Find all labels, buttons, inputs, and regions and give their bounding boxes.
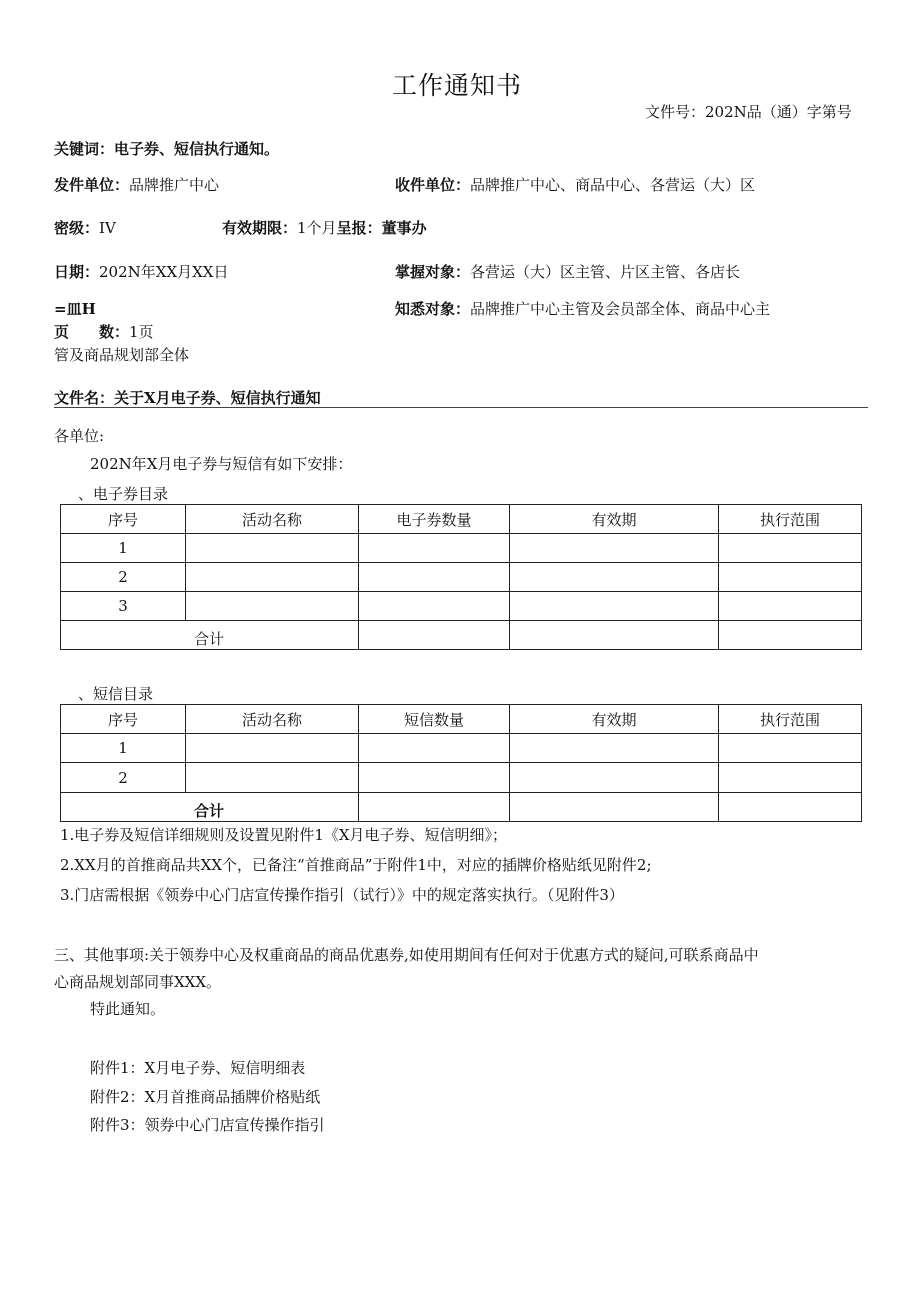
report-label: 呈报： — [336, 219, 382, 237]
notify-label: 知悉对象： — [395, 300, 471, 318]
header-cell: 执行范围 — [719, 505, 862, 534]
date-label: 日期： — [54, 263, 100, 281]
header-cell: 序号 — [61, 505, 186, 534]
table-cell — [510, 592, 719, 621]
date-line — [54, 261, 229, 282]
attachment-3: 附件3：领券中心门店宣传操作指引 — [90, 1116, 325, 1134]
grasp-value: 各营运（大）区主管、片区主管、各店长 — [470, 263, 741, 281]
sms-table — [60, 704, 862, 822]
file-name-line — [54, 387, 321, 408]
other-matters-line2: 心商品规划部同事XXX。 — [54, 973, 222, 991]
other-matters-line1: 三、其他事项:关于领券中心及权重商品的商品优惠券,如使用期间有任何对于优惠方式的疑问,可联系商品中 — [54, 946, 759, 964]
table-cell — [510, 563, 719, 592]
table-row — [61, 592, 862, 621]
pages-value: 1页 — [129, 323, 154, 341]
secret-label: 密级： — [54, 219, 100, 237]
table-cell — [359, 592, 510, 621]
hereby-notice: 特此通知。 — [90, 1000, 166, 1018]
header-cell: 有效期 — [510, 505, 719, 534]
secret-value: IV — [99, 219, 116, 237]
table-cell — [510, 534, 719, 563]
coupon-table — [60, 504, 862, 650]
note-2: 2.XX月的首推商品共XX个，已备注“首推商品”于附件1中，对应的插牌价格贴纸见附件2; — [60, 856, 652, 874]
table-cell — [719, 763, 862, 793]
receiver-value: 品牌推广中心、商品中心、各营运（大）区 — [470, 176, 756, 194]
table-cell — [359, 734, 510, 763]
table-row — [61, 734, 862, 763]
header-cell: 执行范围 — [719, 705, 862, 734]
validity-label: 有效期限： — [222, 219, 298, 237]
table-cell — [719, 534, 862, 563]
table-cell: 2 — [61, 563, 186, 592]
table-cell — [359, 534, 510, 563]
total-label: 合计 — [61, 793, 359, 822]
doc-number: 文件号：202N品（通）字第号 — [645, 103, 852, 121]
table-cell — [186, 734, 359, 763]
file-name-label: 文件名： — [54, 389, 115, 407]
table-cell — [359, 763, 510, 793]
attachment-1: 附件1：X月电子券、短信明细表 — [90, 1059, 306, 1077]
table-cell — [359, 563, 510, 592]
table-cell — [510, 793, 719, 822]
total-label: 合计 — [61, 621, 359, 650]
table-cell — [186, 592, 359, 621]
table-cell: 1 — [61, 534, 186, 563]
notify-continued: 管及商品规划部全体 — [54, 346, 190, 364]
issuer-label: 发件单位： — [54, 176, 130, 194]
note-1: 1.电子券及短信详细规则及设置见附件1《X月电子券、短信明细》； — [60, 826, 508, 844]
table-total-row — [61, 793, 862, 822]
validity-value: 1个月 — [297, 219, 337, 237]
table-cell: 3 — [61, 592, 186, 621]
keywords-value: 电子券、短信执行通知。 — [114, 140, 280, 158]
table-cell — [359, 621, 510, 650]
note-3: 3.门店需根据《领券中心门店宣传操作指引（试行）》中的规定落实执行。（见附件3） — [60, 886, 624, 904]
grasp-label: 掌握对象： — [395, 263, 471, 281]
header-cell: 活动名称 — [186, 505, 359, 534]
notify-value: 品牌推广中心主管及会员部全体、商品中心主 — [470, 300, 771, 318]
table-cell — [186, 563, 359, 592]
table-cell — [719, 563, 862, 592]
header-cell: 有效期 — [510, 705, 719, 734]
pages-line — [54, 321, 154, 342]
header-cell: 序号 — [61, 705, 186, 734]
table-cell — [510, 763, 719, 793]
keywords-line — [54, 138, 279, 159]
table-row — [61, 763, 862, 793]
divider — [54, 407, 868, 408]
table-cell — [719, 793, 862, 822]
table-cell: 1 — [61, 734, 186, 763]
table-cell — [186, 763, 359, 793]
validity-line — [222, 217, 427, 238]
issuer-line — [54, 174, 219, 195]
notify-line — [395, 298, 770, 319]
sms-heading: 、短信目录 — [78, 685, 154, 703]
intro: 202N年X月电子券与短信有如下安排： — [90, 455, 353, 473]
table-total-row — [61, 621, 862, 650]
table-row — [61, 563, 862, 592]
table-header-row — [61, 505, 862, 534]
header-cell: 短信数量 — [359, 705, 510, 734]
table-row — [61, 534, 862, 563]
table-cell — [719, 621, 862, 650]
grasp-line — [395, 261, 740, 282]
page-title: 工作通知书 — [392, 71, 523, 100]
receiver-line — [395, 174, 755, 195]
issuer-value: 品牌推广中心 — [129, 176, 220, 194]
salutation: 各单位: — [54, 427, 105, 445]
report-value: 董事办 — [381, 219, 427, 237]
table-cell — [186, 534, 359, 563]
file-name-value: 关于X月电子券、短信执行通知 — [114, 389, 321, 407]
header-cell: 电子券数量 — [359, 505, 510, 534]
header-cell: 活动名称 — [186, 705, 359, 734]
receiver-label: 收件单位： — [395, 176, 471, 194]
date-value: 202N年XX月XX日 — [99, 263, 229, 281]
table-cell — [719, 734, 862, 763]
table-cell: 2 — [61, 763, 186, 793]
secret-line — [54, 217, 116, 238]
garbled-text: =皿H — [54, 300, 96, 318]
attachment-2: 附件2：X月首推商品插牌价格贴纸 — [90, 1088, 321, 1106]
table-cell — [359, 793, 510, 822]
coupon-heading: 、电子券目录 — [78, 485, 169, 503]
table-cell — [719, 592, 862, 621]
table-header-row — [61, 705, 862, 734]
pages-label: 页 数： — [54, 323, 130, 341]
keywords-label: 关键词： — [54, 140, 115, 158]
table-cell — [510, 734, 719, 763]
table-cell — [510, 621, 719, 650]
